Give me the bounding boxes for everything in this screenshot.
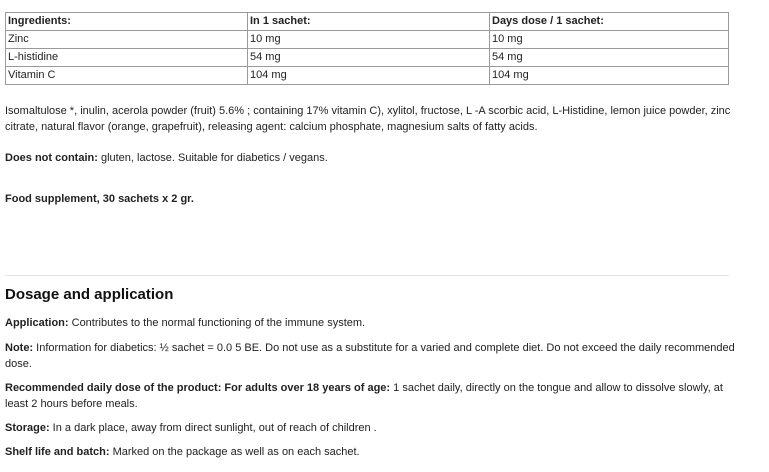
note-line xyxy=(5,340,745,372)
table-cell: 10 mg xyxy=(490,31,729,49)
dose-label: Recommended daily dose of the product: For adults over 18 years of age: xyxy=(5,382,391,394)
table-cell: Zinc xyxy=(6,31,248,49)
note-text: Information for diabetics: ½ sachet = 0.0 5 BE. Do not use as a substitute for a varied and complete diet. Do not exceed the daily recommended dose. xyxy=(5,342,735,370)
table-header-cell: Days dose / 1 sachet: xyxy=(490,13,729,31)
nutrition-table xyxy=(5,12,729,85)
ingredients-text: Isomaltulose *, inulin, acerola powder (fruit) 5.6% ; containing 17% vitamin C), xylitol, fructose, L -A scorbic acid, L-Histidine, lemon juice powder, zinc citrate, natural flavor (orange, grapefruit), releasing agent: calcium phosphate, magnesium salts of fatty acids. xyxy=(5,105,731,133)
table-header-row xyxy=(6,13,729,31)
section-title: Dosage and application xyxy=(5,286,174,303)
storage-line xyxy=(5,420,745,436)
table-cell: 10 mg xyxy=(248,31,490,49)
table-row xyxy=(6,67,729,85)
application-text: Contributes to the normal functioning of the immune system. xyxy=(68,317,366,329)
shelf-line xyxy=(5,444,745,460)
food-supplement xyxy=(5,191,745,207)
table-header-cell: In 1 sachet: xyxy=(248,13,490,31)
table-cell: 54 mg xyxy=(248,49,490,67)
storage-text: In a dark place, away from direct sunlight, out of reach of children . xyxy=(49,422,377,434)
table-header-cell: Ingredients: xyxy=(6,13,248,31)
shelf-text: Marked on the package as well as on each sachet. xyxy=(109,446,360,458)
section-divider xyxy=(5,275,729,276)
application-label: Application: xyxy=(5,317,69,329)
food-supplement-text: Food supplement, 30 sachets x 2 gr. xyxy=(5,193,194,205)
shelf-label: Shelf life and batch: xyxy=(5,446,110,458)
note-label: Note: xyxy=(5,342,34,354)
table-cell: 104 mg xyxy=(490,67,729,85)
dose-text: 1 sachet daily, directly on the tongue and allow to dissolve slowly, at least 2 hours before meals. xyxy=(5,382,723,410)
table-cell: L-histidine xyxy=(6,49,248,67)
does-not-contain-text: gluten, lactose. Suitable for diabetics / vegans. xyxy=(97,152,328,164)
storage-label: Storage: xyxy=(5,422,50,434)
table-cell: Vitamin C xyxy=(6,67,248,85)
application-line xyxy=(5,315,745,331)
table-row xyxy=(6,31,729,49)
table-cell: 54 mg xyxy=(490,49,729,67)
dose-line xyxy=(5,380,745,412)
does-not-contain xyxy=(5,150,745,166)
table-row xyxy=(6,49,729,67)
table-cell: 104 mg xyxy=(248,67,490,85)
does-not-contain-label: Does not contain: xyxy=(5,152,98,164)
